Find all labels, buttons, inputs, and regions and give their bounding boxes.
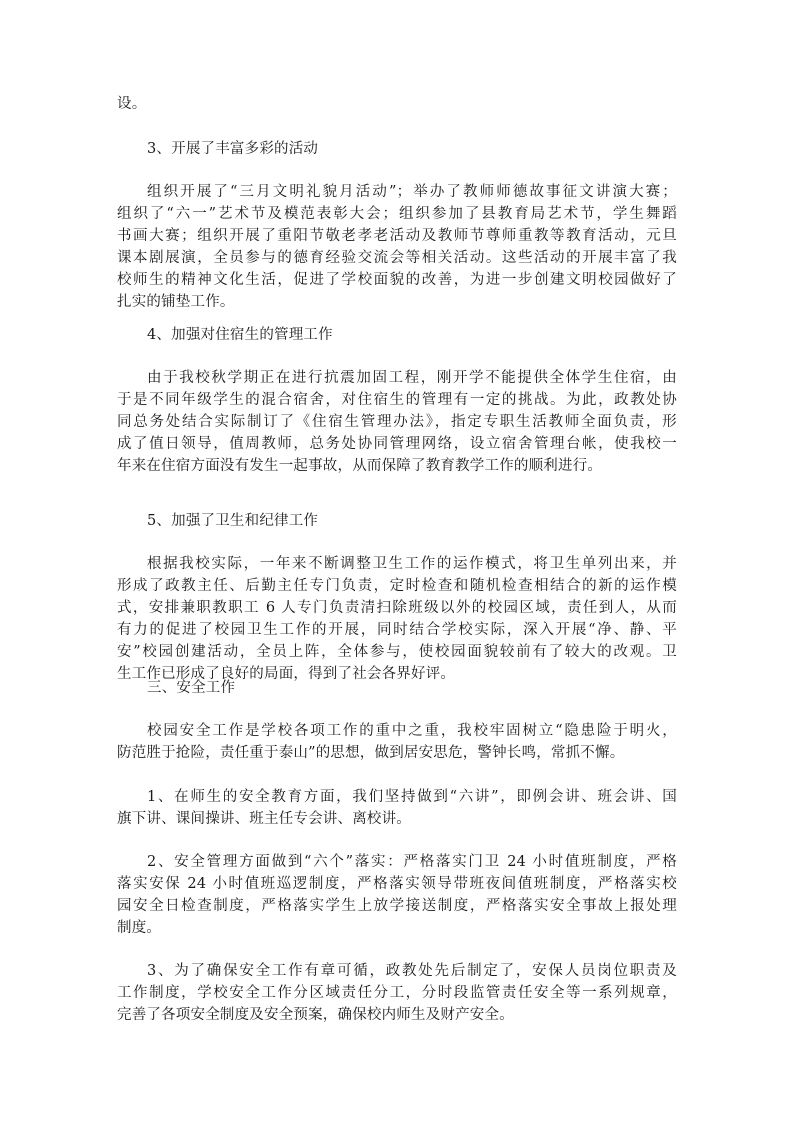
paragraph-hygiene [117,553,677,685]
text-line: 式，安排兼职教职工 6 人专门负责清扫除班级以外的校园区域，责任到人，从而 [117,600,677,616]
text-line: 扎实的铺垫工作。 [117,294,235,310]
text-line: 同总务处结合实际制订了《住宿生管理办法》，指定专职生活教师全面负责，形 [117,414,677,430]
text-line: 落实安保 24 小时值班巡逻制度，严格落实领导带班夜间值班制度，严格落实校 [117,876,677,892]
heading-text: 三、安全工作 [147,680,236,696]
section-heading-safety [117,677,677,699]
text-line: 课本剧展演，全员参与的德育经验交流会等相关活动。这些活动的开展丰富了我 [117,250,677,266]
text-line: 成了值日领导，值周教师，总务处协同管理网络，设立宿舍管理台帐，使我校一 [117,436,677,452]
heading-text: 3、开展了丰富多彩的活动 [147,141,319,157]
paragraph-safety-intro [117,720,677,764]
text-line: 生工作已形成了良好的局面，得到了社会各界好评。 [117,666,456,682]
text-line: 完善了各项安全制度及安全预案，确保校内师生及财产安全。 [117,1007,514,1023]
text-line: 形成了政教主任、后勤主任专门负责，定时检查和随机检查相结合的新的运作模 [117,578,677,594]
paragraph-boarding [117,367,677,477]
text-line: 书画大赛；组织开展了重阳节敬老孝老活动及教师节尊师重教等教育活动，元旦 [117,228,677,244]
text-line: 防范胜于抢险，责任重于泰山”的思想，做到居安思危，警钟长鸣，常抓不懈。 [117,745,625,761]
section-heading-boarding [117,324,677,346]
text-line: 有力的促进了校园卫生工作的开展，同时结合学校实际，深入开展“净、静、平 [117,622,677,638]
text-line: 根据我校实际，一年来不断调整卫生工作的运作模式，将卫生单列出来，并 [147,556,677,572]
text-line: 3、为了确保安全工作有章可循，政教处先后制定了，安保人员岗位职责及 [147,963,677,979]
text-line: 1、在师生的安全教育方面，我们坚持做到“六讲”，即例会讲、班会讲、国 [147,789,677,805]
paragraph-continuation [117,93,677,115]
paragraph-safety-rules [117,960,677,1026]
heading-text: 4、加强对住宿生的管理工作 [147,327,333,343]
text-line: 制度。 [117,920,162,936]
text-line: 2、安全管理方面做到“六个”落实：严格落实门卫 24 小时值班制度，严格 [147,854,677,870]
text-line: 校师生的精神文化生活，促进了学校面貌的改善，为进一步创建文明校园做好了 [117,272,677,288]
text-line: 设。 [117,96,147,112]
paragraph-activities [117,181,677,313]
text-line: 年来在住宿方面没有发生一起事故，从而保障了教育教学工作的顺利进行。 [117,458,603,474]
section-heading-activities [117,138,677,160]
paragraph-safety-management [117,851,677,939]
text-line: 旗下讲、课间操讲、班主任专会讲、离校讲。 [117,811,411,827]
text-line: 安”校园创建活动，全员上阵，全体参与，使校园面貌较前有了较大的改观。卫 [117,644,677,660]
text-line: 组织了“六一”艺术节及模范表彰大会；组织参加了县教育局艺术节，学生舞蹈 [117,206,677,222]
section-heading-hygiene [117,510,677,532]
text-line: 校园安全工作是学校各项工作的重中之重，我校牢固树立“隐患险于明火， [147,723,677,739]
paragraph-safety-education [117,786,677,830]
text-line: 由于我校秋学期正在进行抗震加固工程，刚开学不能提供全体学生住宿，由 [147,370,677,386]
text-line: 园安全日检查制度，严格落实学生上放学接送制度，严格落实安全事故上报处理 [117,898,677,914]
text-line: 组织开展了“三月文明礼貌月活动”；举办了教师师德故事征文讲演大赛； [147,184,677,200]
text-line: 于是不同年级学生的混合宿舍，对住宿生的管理有一定的挑战。为此，政教处协 [117,392,677,408]
heading-text: 5、加强了卫生和纪律工作 [147,513,319,529]
text-line: 工作制度，学校安全工作分区域责任分工，分时段监管责任安全等一系列规章， [117,985,677,1001]
